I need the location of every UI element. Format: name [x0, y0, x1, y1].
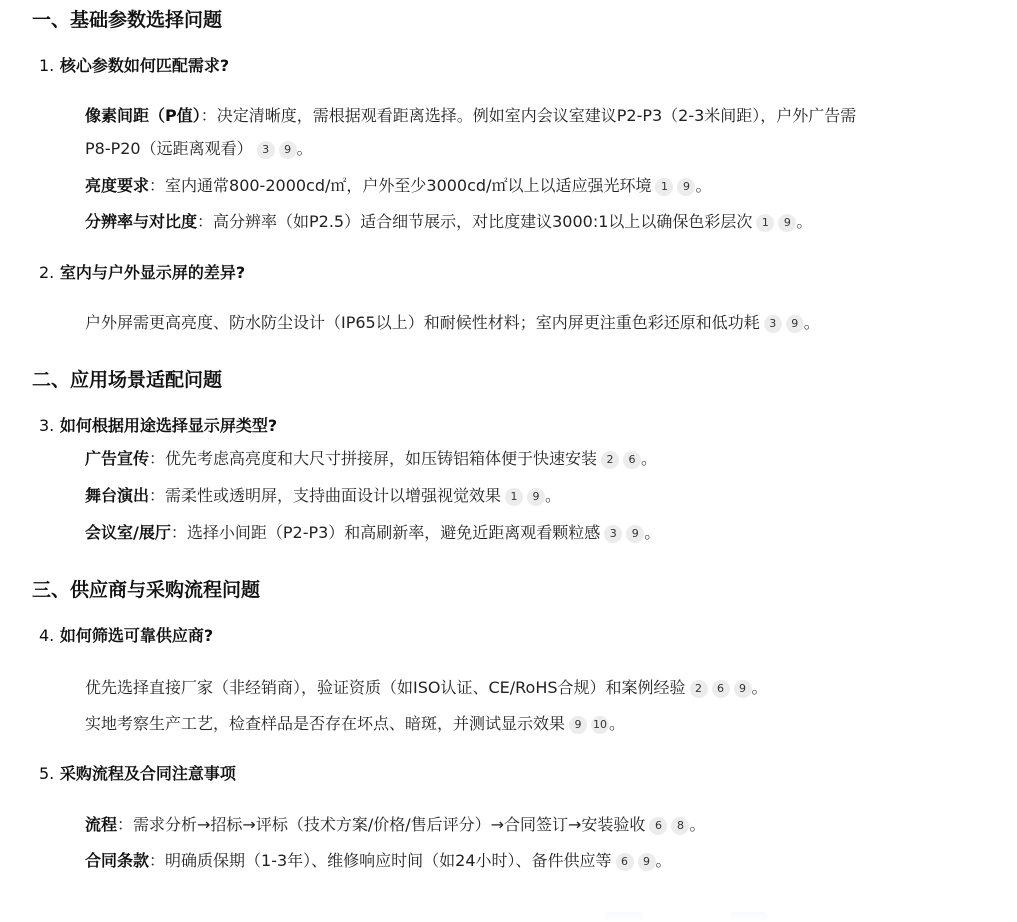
citation-badge[interactable]: 9	[279, 141, 297, 159]
term-label: 流程	[85, 815, 118, 834]
citation-badge[interactable]: 9	[778, 214, 796, 232]
citation-badge[interactable]: 9	[786, 315, 804, 333]
term-label: 会议室/展厅	[85, 523, 171, 542]
paragraph-line	[85, 516, 985, 550]
question-number: 2.	[39, 263, 55, 282]
period: 。	[689, 815, 706, 834]
paragraph-text: ：需求分析→招标→评标（技术方案/价格/售后评分）→合同签订→安装验收	[117, 815, 646, 834]
period: 。	[751, 678, 768, 697]
period: 。	[545, 486, 562, 505]
paragraph-line	[85, 844, 985, 878]
paragraph-text: ：明确质保期（1-3年）、维修响应时间（如24小时）、备件供应等	[149, 851, 612, 870]
citation-badge[interactable]: 1	[505, 488, 523, 506]
section-heading-3: 三、供应商与采购流程问题	[32, 579, 261, 601]
citation-badge[interactable]: 9	[569, 716, 587, 734]
paragraph-text: ：需柔性或透明屏，支持曲面设计以增强视觉效果	[149, 486, 502, 505]
question-number: 1.	[39, 56, 55, 75]
term-label: 广告宣传	[85, 449, 150, 468]
period: 。	[641, 449, 658, 468]
citation-badge[interactable]: 6	[712, 680, 730, 698]
period: 。	[296, 139, 313, 158]
paragraph-text: 实地考察生产工艺，检查样品是否存在坏点、暗斑，并测试显示效果	[85, 714, 566, 733]
paragraph-line	[85, 479, 985, 513]
question-title: 室内与户外显示屏的差异?	[59, 263, 246, 282]
citation-badge[interactable]: 1	[655, 178, 673, 196]
citation-badge[interactable]: 9	[638, 853, 656, 871]
period: 。	[803, 313, 820, 332]
citation-badge[interactable]: 6	[649, 817, 667, 835]
paragraph-line	[85, 132, 985, 166]
citation-badge[interactable]: 6	[616, 853, 634, 871]
paragraph-line	[85, 442, 985, 476]
citation-badge[interactable]: 3	[604, 525, 622, 543]
citation-badge[interactable]: 10	[591, 716, 609, 734]
period: 。	[695, 176, 712, 195]
paragraph-text: ：室内通常800-2000cd/㎡，户外至少3000cd/㎡以上以适应强光环境	[149, 176, 652, 195]
citation-badge[interactable]: 9	[677, 178, 695, 196]
paragraph-text: ：优先考虑高亮度和大尺寸拼接屏，如压铸铝箱体便于快速安装	[149, 449, 598, 468]
term-label: 合同条款	[85, 851, 150, 870]
question-heading-2	[39, 262, 245, 284]
paragraph-line	[85, 671, 985, 705]
question-title: 采购流程及合同注意事项	[59, 764, 236, 783]
question-heading-4	[39, 625, 213, 647]
question-number: 3.	[39, 416, 55, 435]
paragraph-line	[85, 205, 985, 239]
citation-badge[interactable]: 9	[527, 488, 545, 506]
period: 。	[609, 714, 626, 733]
term-label: 分辨率与对比度	[85, 212, 198, 231]
paragraph-line	[85, 99, 985, 133]
citation-badge[interactable]: 8	[671, 817, 689, 835]
question-heading-1	[39, 55, 229, 77]
question-heading-5	[39, 763, 236, 785]
term-label: 舞台演出	[85, 486, 150, 505]
citation-badge[interactable]: 3	[257, 141, 275, 159]
paragraph-text: ：决定清晰度，需根据观看距离选择。例如室内会议室建议P2-P3（2-3米间距），户外广告需	[200, 106, 857, 125]
citation-badge[interactable]: 9	[626, 525, 644, 543]
question-number: 4.	[39, 626, 55, 645]
term-label: 亮度要求	[85, 176, 150, 195]
paragraph-line	[85, 306, 985, 340]
paragraph-line	[85, 808, 985, 842]
paragraph-text: ：选择小间距（P2-P3）和高刷新率，避免近距离观看颗粒感	[170, 523, 601, 542]
question-number: 5.	[39, 764, 55, 783]
paragraph-text: ：高分辨率（如P2.5）适合细节展示，对比度建议3000:1以上以确保色彩层次	[197, 212, 753, 231]
paragraph-line	[85, 169, 985, 203]
citation-badge[interactable]: 9	[734, 680, 752, 698]
section-heading-2: 二、应用场景适配问题	[32, 369, 223, 391]
question-title: 如何根据用途选择显示屏类型?	[59, 416, 278, 435]
citation-badge[interactable]: 1	[756, 214, 774, 232]
citation-badge[interactable]: 3	[764, 315, 782, 333]
question-title: 如何筛选可靠供应商?	[59, 626, 214, 645]
citation-badge[interactable]: 2	[601, 451, 619, 469]
question-heading-3	[39, 415, 277, 437]
term-label: 像素间距（P值）	[85, 106, 201, 125]
citation-badge[interactable]: 2	[690, 680, 708, 698]
bottom-fade-overlay	[0, 892, 1017, 922]
paragraph-text: 优先选择直接厂家（非经销商），验证资质（如ISO认证、CE/RoHS合规）和案例经验	[85, 678, 686, 697]
paragraph-line	[85, 707, 985, 741]
period: 。	[644, 523, 661, 542]
period: 。	[796, 212, 813, 231]
paragraph-text: P8-P20（远距离观看）	[85, 139, 253, 158]
section-heading-1: 一、基础参数选择问题	[32, 9, 223, 31]
paragraph-text: 户外屏需更高亮度、防水防尘设计（IP65以上）和耐候性材料；室内屏更注重色彩还原和低功耗	[85, 313, 760, 332]
question-title: 核心参数如何匹配需求?	[59, 56, 230, 75]
period: 。	[655, 851, 672, 870]
citation-badge[interactable]: 6	[623, 451, 641, 469]
